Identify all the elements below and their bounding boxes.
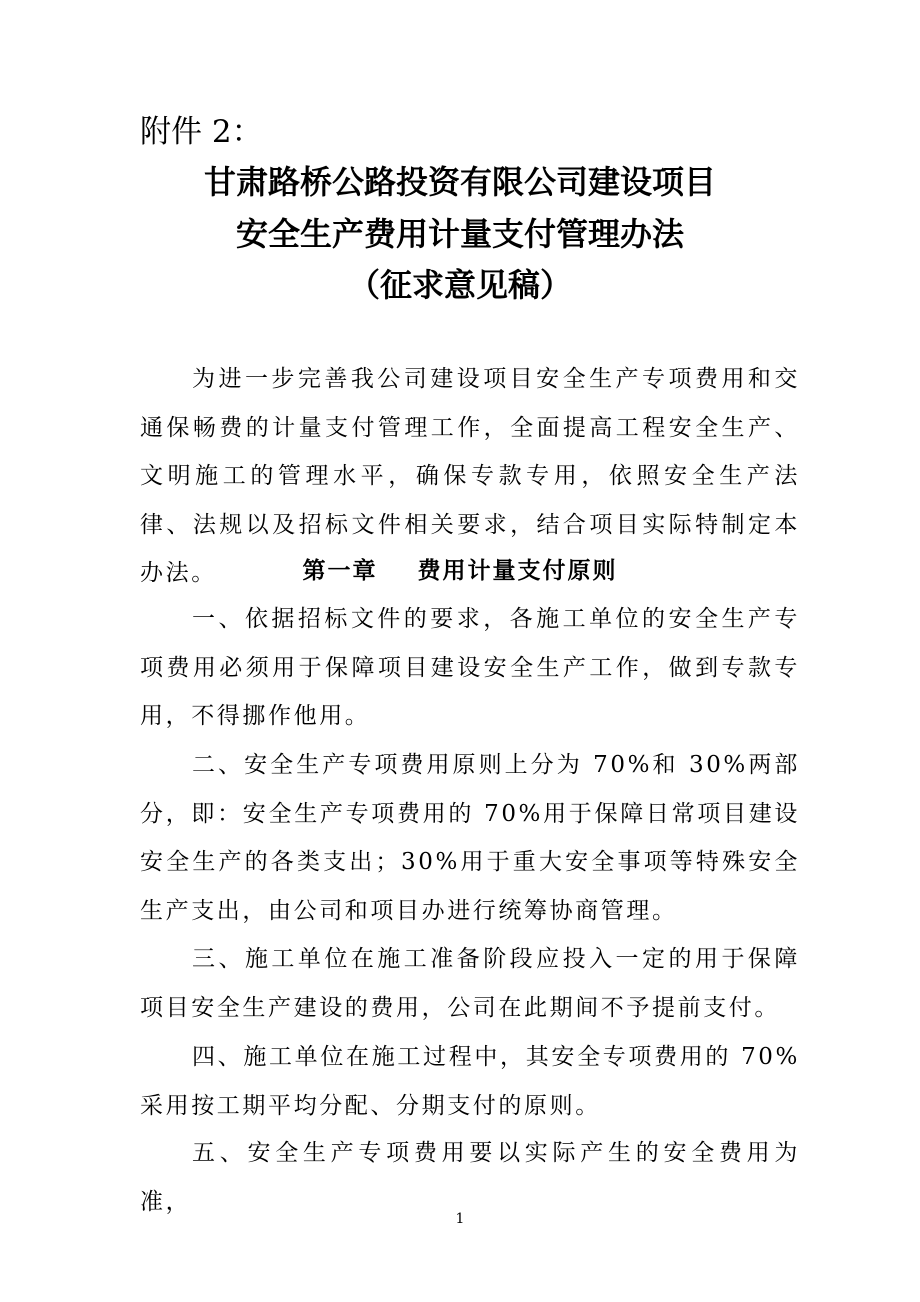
clause-paragraph: 二、安全生产专项费用原则上分为 70%和 30%两部分，即：安全生产专项费用的 70%用于保障日常项目建设安全生产的各类支出；30%用于重大安全事项等特殊安全生产支出，由公司和项目办进行统筹协商管理。: [140, 752, 800, 924]
attachment-label: 附件 2：: [140, 114, 263, 150]
page-number: 1: [455, 1211, 465, 1227]
clause-paragraph: 三、施工单位在施工准备阶段应投入一定的用于保障项目安全生产建设的费用，公司在此期间不予提前支付。: [140, 946, 800, 1021]
chapter-heading: 第一章 费用计量支付原则: [302, 557, 618, 584]
document-title-line-2: 安全生产费用计量支付管理办法: [235, 215, 684, 253]
clause-paragraph: 一、依据招标文件的要求，各施工单位的安全生产专项费用必须用于保障项目建设安全生产工作，做到专款专用，不得挪作他用。: [140, 606, 800, 729]
clause-paragraph: 四、施工单位在施工过程中，其安全专项费用的 70%采用按工期平均分配、分期支付的原则。: [140, 1044, 800, 1119]
intro-paragraph: 为进一步完善我公司建设项目安全生产专项费用和交通保畅费的计量支付管理工作，全面提高工程安全生产、文明施工的管理水平，确保专款专用，依照安全生产法律、法规以及招标文件相关要求，结合项目实际特制定本办法。: [140, 366, 800, 586]
document-title-line-1: 甘肃路桥公路投资有限公司建设项目: [203, 163, 716, 201]
document-title-subtitle: （征求意见稿）: [347, 266, 572, 304]
clause-paragraph: 五、安全生产专项费用要以实际产生的安全费用为准，: [140, 1140, 800, 1215]
